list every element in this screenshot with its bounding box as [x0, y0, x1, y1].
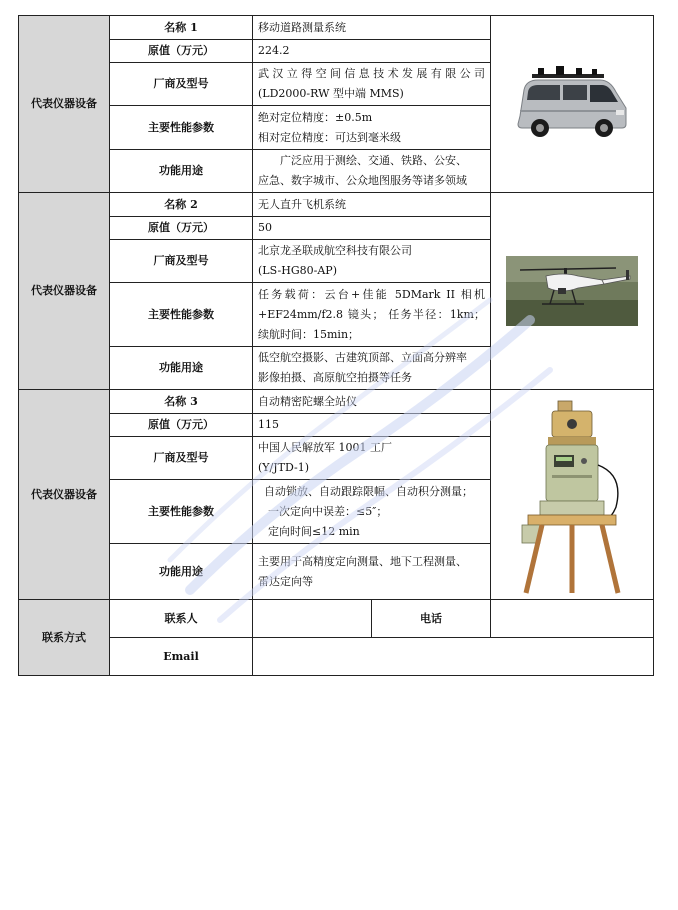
equipment-1-value-value: 224.2 — [253, 40, 491, 63]
equipment-2-maker-line-2: (LS-HG80-AP) — [258, 264, 337, 277]
equipment-1-section-label: 代表仪器设备 — [19, 16, 110, 193]
equipment-1-use-label: 功能用途 — [110, 150, 253, 193]
email-row — [19, 638, 654, 676]
equipment-3-spec-value — [253, 480, 491, 544]
equipment-3-maker-value — [253, 437, 491, 480]
email-value — [253, 638, 654, 676]
equipment-3-maker-label: 厂商及型号 — [110, 437, 253, 480]
equipment-2-spec-label: 主要性能参数 — [110, 283, 253, 347]
equipment-1-name-label: 名称 1 — [110, 16, 253, 40]
phone-value — [491, 600, 654, 638]
equipment-1-image-cell — [491, 16, 654, 193]
equipment-1-maker-line-1: 武汉立得空间信息技术发展有限公司 — [258, 67, 485, 80]
equipment-2-maker-line-1: 北京龙圣联成航空科技有限公司 — [258, 244, 412, 257]
equipment-table — [18, 15, 654, 676]
equipment-2-maker-value — [253, 240, 491, 283]
equipment-3-name-value: 自动精密陀螺全站仪 — [253, 390, 491, 414]
equipment-2-section-label: 代表仪器设备 — [19, 193, 110, 390]
equipment-2-maker-label: 厂商及型号 — [110, 240, 253, 283]
phone-label: 电话 — [372, 600, 491, 638]
equipment-3-image-cell — [491, 390, 654, 600]
equipment-2-spec-line-3: 续航时间：15min； — [258, 327, 360, 341]
contact-section-label: 联系方式 — [19, 600, 110, 676]
equipment-2-use-line-1: 低空航空摄影、古建筑顶部、立面高分辨率 — [258, 351, 467, 364]
equipment-2-spec-value — [253, 283, 491, 347]
equipment-3-use-value — [253, 544, 491, 600]
equipment-3-maker-line-1: 中国人民解放军 1001 工厂 — [258, 441, 392, 454]
contact-row — [19, 600, 654, 638]
equipment-1-use-line-1: 广泛应用于测绘、交通、铁路、公安、 — [280, 154, 467, 167]
equipment-3-use-line-2: 雷达定向等 — [258, 574, 313, 588]
equipment-3-section-label: 代表仪器设备 — [19, 390, 110, 600]
equipment-2-name-value: 无人直升飞机系统 — [253, 193, 491, 217]
equipment-2-value-value: 50 — [253, 217, 491, 240]
equipment-2-value-label: 原值（万元） — [110, 217, 253, 240]
equipment-1-spec-value — [253, 106, 491, 150]
equipment-1-use-value — [253, 150, 491, 193]
equipment-2-name-label: 名称 2 — [110, 193, 253, 217]
equipment-2-use-label: 功能用途 — [110, 347, 253, 390]
equipment-2-use-line-2: 影像拍摄、高原航空拍摄等任务 — [258, 371, 412, 384]
equipment-1-spec-label: 主要性能参数 — [110, 106, 253, 150]
contact-person-value — [253, 600, 372, 638]
contact-person-label: 联系人 — [110, 600, 253, 638]
equipment-1-maker-label: 厂商及型号 — [110, 63, 253, 106]
equipment-3-spec-line-3: 定向时间≤12 min — [268, 524, 360, 538]
equipment-1-name-row — [19, 16, 654, 40]
equipment-2-name-row — [19, 193, 654, 217]
equipment-3-use-line-1: 主要用于高精度定向测量、地下工程测量、 — [258, 554, 467, 568]
equipment-3-spec-line-1: 自动锁放、自动跟踪限幅、自动积分测量； — [264, 484, 473, 498]
equipment-1-spec-line-2: 相对定位精度：可达到毫米级 — [258, 130, 401, 144]
equipment-3-spec-label: 主要性能参数 — [110, 480, 253, 544]
equipment-1-spec-line-1: 绝对定位精度：±0.5m — [258, 110, 373, 124]
equipment-3-name-label: 名称 3 — [110, 390, 253, 414]
mapping-van-icon — [512, 64, 632, 144]
equipment-1-use-line-2: 应急、数字城市、公众地图服务等诸多领域 — [258, 174, 467, 187]
equipment-3-use-label: 功能用途 — [110, 544, 253, 600]
equipment-3-spec-line-2: 一次定向中误差：≤5″； — [268, 504, 388, 518]
equipment-3-name-row — [19, 390, 654, 414]
gyro-total-station-icon — [512, 395, 632, 595]
equipment-2-spec-line-2: +EF24mm/f2.8 镜头； 任务半径：1km； — [258, 307, 485, 321]
equipment-2-image-cell — [491, 193, 654, 390]
unmanned-helicopter-icon — [506, 256, 638, 326]
equipment-2-use-value — [253, 347, 491, 390]
equipment-1-maker-line-2: (LD2000-RW 型中端 MMS) — [258, 87, 404, 100]
equipment-3-value-label: 原值（万元） — [110, 414, 253, 437]
equipment-1-value-label: 原值（万元） — [110, 40, 253, 63]
equipment-1-maker-value — [253, 63, 491, 106]
equipment-3-value-value: 115 — [253, 414, 491, 437]
equipment-3-maker-line-2: (Y/JTD-1) — [258, 461, 310, 474]
email-label: Email — [110, 638, 253, 676]
equipment-2-spec-line-1: 任务载荷：云台+佳能 5DMark II 相机 — [258, 287, 485, 301]
equipment-1-name-value: 移动道路测量系统 — [253, 16, 491, 40]
